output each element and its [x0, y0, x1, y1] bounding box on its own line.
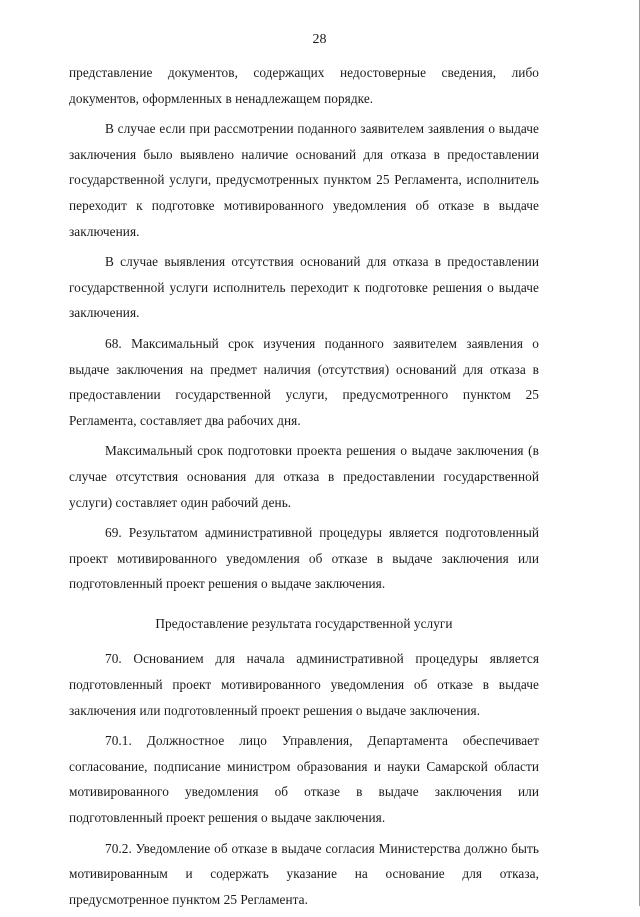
paragraph-70: 70. Основанием для начала административной процедуры является подготовленный проект мотивированного уведомления об отказе в выдаче заключения или подготовленный проект решения о выдаче заключения.	[69, 651, 539, 718]
paragraph: В случае если при рассмотрении поданного заявителем заявления о выдаче заключения было выявлено наличие оснований для отказа в предоставлении государственной услуги, предусмотренных пунктом 25 Регламента, исполнитель переходит к подготовке мотивированного уведомления об отказе в выдаче заключения.	[69, 121, 539, 239]
paragraph: В случае выявления отсутствия оснований для отказа в предоставлении государственной услуги исполнитель переходит к подготовке решения о выдаче заключения.	[69, 254, 539, 321]
paragraph-68: 68. Максимальный срок изучения поданного заявителем заявления о выдаче заключения на предмет наличия (отсутствия) оснований для отказа в предоставлении государственной услуги, предусмотренного пунктом 25 Регламента, составляет два рабочих дня.	[69, 335, 539, 428]
page-number: 28	[312, 32, 327, 47]
document-body	[69, 60, 539, 917]
paragraph-69: 69. Результатом административной процедуры является подготовленный проект мотивированного уведомления об отказе в выдаче заключения или подготовленный проект решения о выдаче заключения.	[69, 525, 539, 592]
section-heading: Предоставление результата государственной услуги	[155, 615, 453, 631]
paragraph: Максимальный срок подготовки проекта решения о выдаче заключения (в случае отсутствия основания для отказа в предоставлении государственной услуги) составляет один рабочий день.	[69, 443, 539, 510]
paragraph-70-2: 70.2. Уведомление об отказе в выдаче согласия Министерства должно быть мотивированным и содержать указание на основание для отказа, предусмотренное пунктом 25 Регламента.	[69, 840, 539, 907]
paragraph-continued: представление документов, содержащих недостоверные сведения, либо документов, оформленных в ненадлежащем порядке.	[69, 65, 539, 106]
paragraph-70-1: 70.1. Должностное лицо Управления, Департамента обеспечивает согласование, подписание министром образования и науки Самарской области мотивированного уведомления об отказе в выдаче заключения или подготовленный проект решения о выдаче заключения.	[69, 733, 539, 826]
